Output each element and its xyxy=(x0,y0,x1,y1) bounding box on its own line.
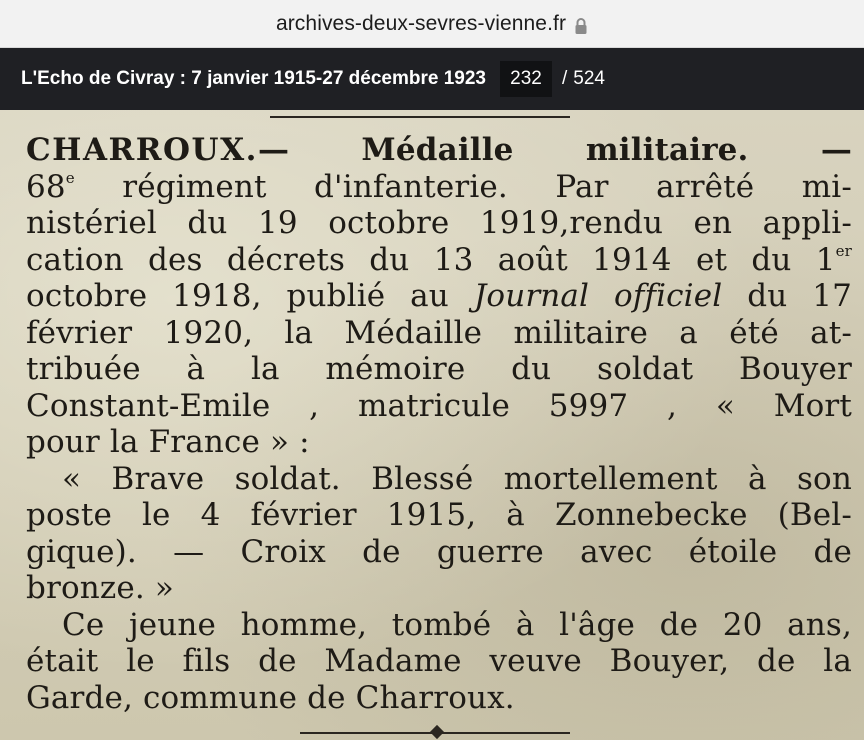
article xyxy=(26,132,852,716)
top-rule xyxy=(270,116,570,118)
article-line: nistériel du 19 octobre 1919,rendu en appli- xyxy=(26,205,852,241)
article-headline xyxy=(26,132,852,169)
article-line: gique). — Croix de guerre avec étoile de xyxy=(26,533,852,570)
article-line: octobre 1918, publié au Journal officiel du 17 xyxy=(26,278,852,314)
newspaper-scan[interactable] xyxy=(0,110,864,740)
article-line: Ce jeune homme, tombé à l'âge de 20 ans, xyxy=(62,606,852,643)
article-line: 68e régiment d'infanterie. Par arrêté mi- xyxy=(26,168,852,205)
article-line: tribuée à la mémoire du soldat Bouyer xyxy=(26,351,852,387)
browser-url-bar[interactable] xyxy=(0,0,864,48)
article-line: Garde, commune de Charroux. xyxy=(26,679,515,716)
article-line: était le fils de Madame veuve Bouyer, de la xyxy=(26,643,852,679)
url-text[interactable]: archives-deux-sevres-vienne.fr xyxy=(275,11,567,35)
document-title: L'Echo de Civray : 7 janvier 1915-27 décembre 1923 xyxy=(21,68,486,89)
article-line: cation des décrets du 13 août 1914 et du 1er xyxy=(26,241,852,278)
lock-icon xyxy=(574,17,588,35)
viewer-toolbar xyxy=(0,48,864,110)
journal-title: Journal officiel xyxy=(473,278,723,314)
article-line: bronze. » xyxy=(26,570,174,606)
page-separator: / xyxy=(562,68,568,89)
headline-town: CHARROUX. xyxy=(26,132,258,168)
article-line: pour la France » : xyxy=(26,424,310,460)
article-line: Constant-Emile , matricule 5997 , « Mort xyxy=(26,387,852,424)
page-number-input[interactable] xyxy=(500,61,552,97)
page-total: 524 xyxy=(573,68,605,89)
article-line: poste le 4 février 1915, à Zonnebecke (Bel- xyxy=(26,497,852,533)
headline-subject: — Médaille militaire. — xyxy=(257,132,852,168)
ornament-icon xyxy=(430,725,444,739)
article-line: « Brave soldat. Blessé mortellement à son xyxy=(62,460,852,497)
article-line: février 1920, la Médaille militaire a été at- xyxy=(26,314,852,351)
